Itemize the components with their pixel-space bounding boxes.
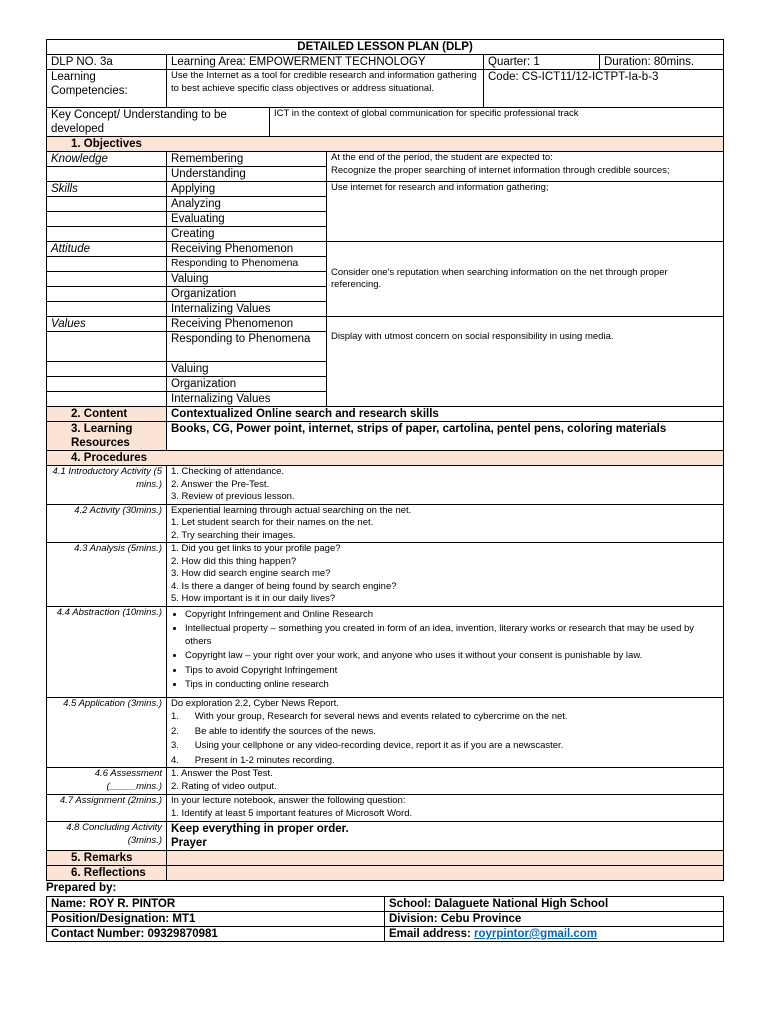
- values-level: Responding to Phenomena: [167, 332, 327, 362]
- email-label: Email address:: [389, 928, 475, 940]
- objectives-header: 1. Objectives: [47, 137, 724, 152]
- list-item: 5. How important is it in our daily lives?: [171, 593, 336, 604]
- content-text: Contextualized Online search and research skills: [167, 407, 724, 422]
- remarks-value: [167, 851, 724, 866]
- bullet-item: • Intellectual property – something you created in form of an idea, invention, literary works or research that may be used by others: [185, 623, 719, 648]
- reflections-value: [167, 866, 724, 881]
- key-concept-text: ICT in the context of global communication for specific professional track: [270, 108, 724, 137]
- list-item: Keep everything in proper order.: [171, 823, 349, 835]
- list-item: 2. Try searching their images.: [171, 529, 296, 541]
- knowledge-label: Knowledge: [47, 152, 167, 167]
- values-label: Values: [47, 317, 167, 332]
- assessment-list: [167, 768, 724, 795]
- attitude-label: Attitude: [47, 242, 167, 257]
- knowledge-objective-intro: At the end of the period, the student are expected to:: [331, 152, 553, 163]
- list-item: 1. Let student search for their names on the net.: [171, 517, 374, 528]
- email-cell: [385, 927, 724, 942]
- application-list: [167, 697, 724, 768]
- concluding-label: 4.8 Concluding Activity (3mins.): [47, 822, 167, 851]
- list-item: Prayer: [171, 837, 207, 849]
- content-label: 2. Content: [47, 407, 167, 422]
- division: Division: Cebu Province: [385, 912, 724, 927]
- assignment-label: 4.7 Assignment (2mins.): [47, 795, 167, 822]
- key-concept-label: Key Concept/ Understanding to be developed: [47, 108, 270, 137]
- application-intro: Do exploration 2.2, Cyber News Report.: [171, 697, 339, 709]
- abstraction-list: [167, 606, 724, 697]
- prepared-by-label: Prepared by:: [46, 882, 117, 894]
- values-level: Organization: [167, 377, 327, 392]
- intro-activity-list: [167, 466, 724, 505]
- assignment-list: [167, 795, 724, 822]
- lesson-plan-document: [46, 39, 723, 942]
- attitude-level: Receiving Phenomenon: [167, 242, 327, 257]
- document-title: DETAILED LESSON PLAN (DLP): [47, 40, 724, 55]
- list-item: 1. Answer the Post Test.: [171, 768, 273, 779]
- skills-label: Skills: [47, 182, 167, 197]
- activity-list: [167, 504, 724, 543]
- list-item: Experiential learning through actual searching on the net.: [171, 504, 412, 516]
- duration: Duration: 80mins.: [600, 55, 724, 70]
- quarter: Quarter: 1: [484, 55, 600, 70]
- attitude-level: Internalizing Values: [167, 302, 327, 317]
- school: School: Dalaguete National High School: [385, 897, 724, 912]
- attitude-level: Valuing: [167, 272, 327, 287]
- list-item: 2. Be able to identify the sources of the news.: [171, 725, 376, 737]
- assessment-label: 4.6 Assessment (_____mins.): [47, 768, 167, 795]
- list-item: 4. Present in 1-2 minutes recording.: [171, 754, 335, 766]
- intro-activity-label: 4.1 Introductory Activity (5 mins.): [47, 466, 167, 505]
- analysis-label: 4.3 Analysis (5mins.): [47, 543, 167, 607]
- reflections-label: 6. Reflections: [47, 866, 167, 881]
- attitude-level: Responding to Phenomena: [167, 257, 327, 272]
- values-objective: Display with utmost concern on social responsibility in using media.: [327, 317, 724, 407]
- list-item: 4. Is there a danger of being found by search engine?: [171, 580, 397, 592]
- list-item: 1. Identify at least 5 important features of Microsoft Word.: [171, 807, 413, 819]
- resources-text: Books, CG, Power point, internet, strips of paper, cartolina, pentel pens, coloring materials: [167, 422, 724, 451]
- procedures-header: 4. Procedures: [47, 451, 724, 466]
- values-level: Receiving Phenomenon: [167, 317, 327, 332]
- knowledge-level: Remembering: [167, 152, 327, 167]
- list-item: 1. Did you get links to your profile page?: [171, 543, 341, 554]
- skills-level: Creating: [167, 227, 327, 242]
- dlp-number: DLP NO. 3a: [47, 55, 167, 70]
- list-item: 3. How did search engine search me?: [171, 568, 331, 579]
- prepared-by-table: [46, 896, 724, 942]
- concluding-list: [167, 822, 724, 851]
- competencies-text: Use the Internet as a tool for credible research and information gathering to best achieve specific class objectives or address situational.: [167, 70, 484, 108]
- competencies-label: Learning Competencies:: [47, 70, 167, 108]
- competency-code: Code: CS-ICT11/12-ICTPT-Ia-b-3: [484, 70, 724, 108]
- values-level: Internalizing Values: [167, 392, 327, 407]
- list-item: 1. Checking of attendance.: [171, 466, 285, 477]
- knowledge-objective-text: Recognize the proper searching of internet information through credible sources;: [331, 164, 670, 176]
- preparer-name: Name: ROY R. PINTOR: [47, 897, 385, 912]
- preparer-position: Position/Designation: MT1: [47, 912, 385, 927]
- activity-label: 4.2 Activity (30mins.): [47, 504, 167, 543]
- list-item: In your lecture notebook, answer the following question:: [171, 795, 406, 806]
- bullet-item: • Tips to avoid Copyright Infringement: [185, 665, 719, 678]
- bullet-item: • Copyright Infringement and Online Research: [185, 609, 719, 622]
- bullet-item: • Copyright law – your right over your work, and anyone who uses it without your consent is punishable by law.: [185, 650, 719, 663]
- list-item: 1. With your group, Research for several news and events related to cybercrime on the net.: [171, 711, 568, 722]
- list-item: 2. Rating of video output.: [171, 780, 277, 792]
- skills-level: Applying: [167, 182, 327, 197]
- lesson-plan-table: [46, 39, 724, 881]
- skills-level: Analyzing: [167, 197, 327, 212]
- analysis-list: [167, 543, 724, 607]
- attitude-objective: Consider one's reputation when searching information on the net through proper referencing.: [327, 242, 724, 317]
- application-label: 4.5 Application (3mins.): [47, 697, 167, 768]
- list-item: 2. Answer the Pre-Test.: [171, 478, 270, 490]
- skills-level: Evaluating: [167, 212, 327, 227]
- list-item: 3. Using your cellphone or any video-recording device, report it as if you are a newscaster.: [171, 740, 564, 751]
- skills-objective: Use internet for research and information gathering;: [327, 182, 724, 242]
- remarks-label: 5. Remarks: [47, 851, 167, 866]
- abstraction-label: 4.4 Abstraction (10mins.): [47, 606, 167, 697]
- knowledge-level: Understanding: [167, 167, 327, 182]
- list-item: 2. How did this thing happen?: [171, 555, 297, 567]
- resources-label: 3. Learning Resources: [47, 422, 167, 451]
- knowledge-objective: [327, 152, 724, 182]
- list-item: 3. Review of previous lesson.: [171, 491, 295, 502]
- bullet-item: • Tips in conducting online research: [185, 679, 719, 692]
- contact-number: Contact Number: 09329870981: [47, 927, 385, 942]
- email-link[interactable]: royrpintor@gmail.com: [474, 928, 598, 940]
- learning-area: Learning Area: EMPOWERMENT TECHNOLOGY: [167, 55, 484, 70]
- attitude-level: Organization: [167, 287, 327, 302]
- values-level: Valuing: [167, 362, 327, 377]
